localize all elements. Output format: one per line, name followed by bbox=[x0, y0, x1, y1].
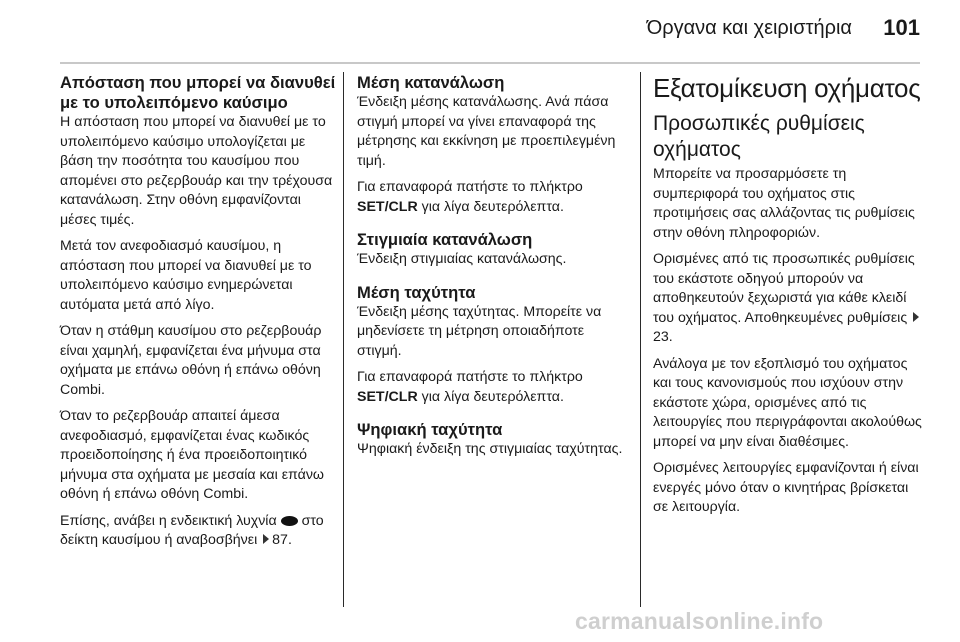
column-divider bbox=[343, 72, 344, 607]
paragraph: Ορισμένες από τις προσωπικές ρυθμίσεις του εκάστοτε οδηγού μπορούν να αποθηκευτούν ξεχωριστά για κάθε κλειδί του οχήματος. Αποθηκευμένες ρυθμίσεις 23. bbox=[653, 250, 923, 348]
column-right bbox=[653, 73, 923, 525]
page-reference-arrow-icon bbox=[263, 534, 269, 544]
paragraph: Μετά τον ανεφοδιασμό καυσίμου, η απόσταση που μπορεί να διανυθεί με το υπολειπόμενο καύσιμο ενημερώνεται αυτόματα μετά από λίγο. bbox=[60, 238, 312, 313]
key-label: SET/CLR bbox=[357, 198, 418, 215]
key-label: SET/CLR bbox=[357, 388, 418, 405]
section-heading-instant-consumption: Στιγμιαία κατανάλωση bbox=[357, 230, 533, 249]
paragraph: Όταν η στάθμη καυσίμου στο ρεζερβουάρ είναι χαμηλή, εμφανίζεται ένα μήνυμα στα οχήματα με επάνω οθόνη ή επάνω οθόνη Combi. bbox=[60, 323, 322, 398]
paragraph: Για επαναφορά πατήστε το πλήκτρο SET/CLR για λίγα δευτερόλεπτα. bbox=[357, 369, 583, 405]
page-header bbox=[0, 0, 960, 62]
paragraph: Μπορείτε να προσαρμόσετε τη συμπεριφορά του οχήματος στις προτιμήσεις σας αλλάζοντας τις ρυθμίσεις στην οθόνη πληροφοριών. bbox=[653, 166, 915, 241]
paragraph: Ορισμένες λειτουργίες εμφανίζονται ή είναι ενεργές μόνο όταν ο κινητήρας βρίσκεται σε λειτουργία. bbox=[653, 460, 919, 515]
page-reference[interactable]: 23. bbox=[653, 329, 673, 345]
section-heading-digital-speed: Ψηφιακή ταχύτητα bbox=[357, 420, 503, 439]
section-heading-fuel-range: Απόσταση που μπορεί να διανυθεί με το υπολειπόμενο καύσιμο bbox=[60, 73, 336, 112]
chapter-title: Όργανα και χειριστήρια bbox=[646, 17, 852, 39]
paragraph: Επίσης, ανάβει η ενδεικτική λυχνία στο δείκτη καυσίμου ή αναβοσβήνει 87. bbox=[60, 512, 324, 548]
header-divider bbox=[60, 62, 920, 64]
paragraph: Ένδειξη μέσης κατανάλωσης. Ανά πάσα στιγμή μπορεί να γίνει επαναφορά της μέτρησης και εκκίνηση με προεπιλεγμένη τιμή. bbox=[357, 94, 616, 169]
paragraph: Ψηφιακή ένδειξη της στιγμιαίας ταχύτητας. bbox=[357, 441, 623, 457]
paragraph: Η απόσταση που μπορεί να διανυθεί με το υπολειπόμενο καύσιμο υπολογίζεται με βάση την ποσότητα του καυσίμου που απομένει στο ρεζερβουάρ και την τρέχουσα κατανάλωση. Στην οθόνη εμφανίζονται μέσες τιμές. bbox=[60, 114, 333, 228]
chapter-section-title: Εξατομίκευση οχήματος bbox=[653, 73, 921, 103]
subsection-title: Προσωπικές ρυθμίσεις οχήματος bbox=[653, 112, 865, 161]
section-heading-average-consumption: Μέση κατανάλωση bbox=[357, 73, 505, 92]
paragraph: Όταν το ρεζερβουάρ απαιτεί άμεσα ανεφοδιασμό, εμφανίζεται ένας κωδικός προειδοποίησης ή ένα προειδοποιητικό μήνυμα στα οχήματα με μεσαία και επάνω οθόνη ή επάνω οθόνη Combi. bbox=[60, 408, 325, 502]
column-left bbox=[60, 73, 336, 558]
column-divider bbox=[640, 72, 641, 607]
paragraph: Για επαναφορά πατήστε το πλήκτρο SET/CLR για λίγα δευτερόλεπτα. bbox=[357, 179, 583, 215]
page-number: 101 bbox=[883, 15, 920, 40]
paragraph: Ένδειξη στιγμιαίας κατανάλωσης. bbox=[357, 251, 567, 267]
paragraph: Ένδειξη μέσης ταχύτητας. Μπορείτε να μηδενίσετε τη μέτρηση οποιαδήποτε στιγμή. bbox=[357, 303, 602, 359]
page-reference-arrow-icon bbox=[913, 312, 919, 322]
section-heading-average-speed: Μέση ταχύτητα bbox=[357, 282, 476, 302]
page-reference[interactable]: 87. bbox=[272, 532, 292, 548]
column-middle bbox=[357, 73, 629, 467]
watermark: carmanualsonline.info bbox=[575, 608, 824, 634]
paragraph: Ανάλογα με τον εξοπλισμό του οχήματος και τους κανονισμούς που ισχύουν στην εκάστοτε χώρα, ορισμένες από τις λειτουργίες που περιγράφονται ακολούθως μπορεί να μην είναι διαθέσιμες. bbox=[653, 355, 922, 450]
fuel-warning-lamp-icon bbox=[281, 516, 298, 526]
